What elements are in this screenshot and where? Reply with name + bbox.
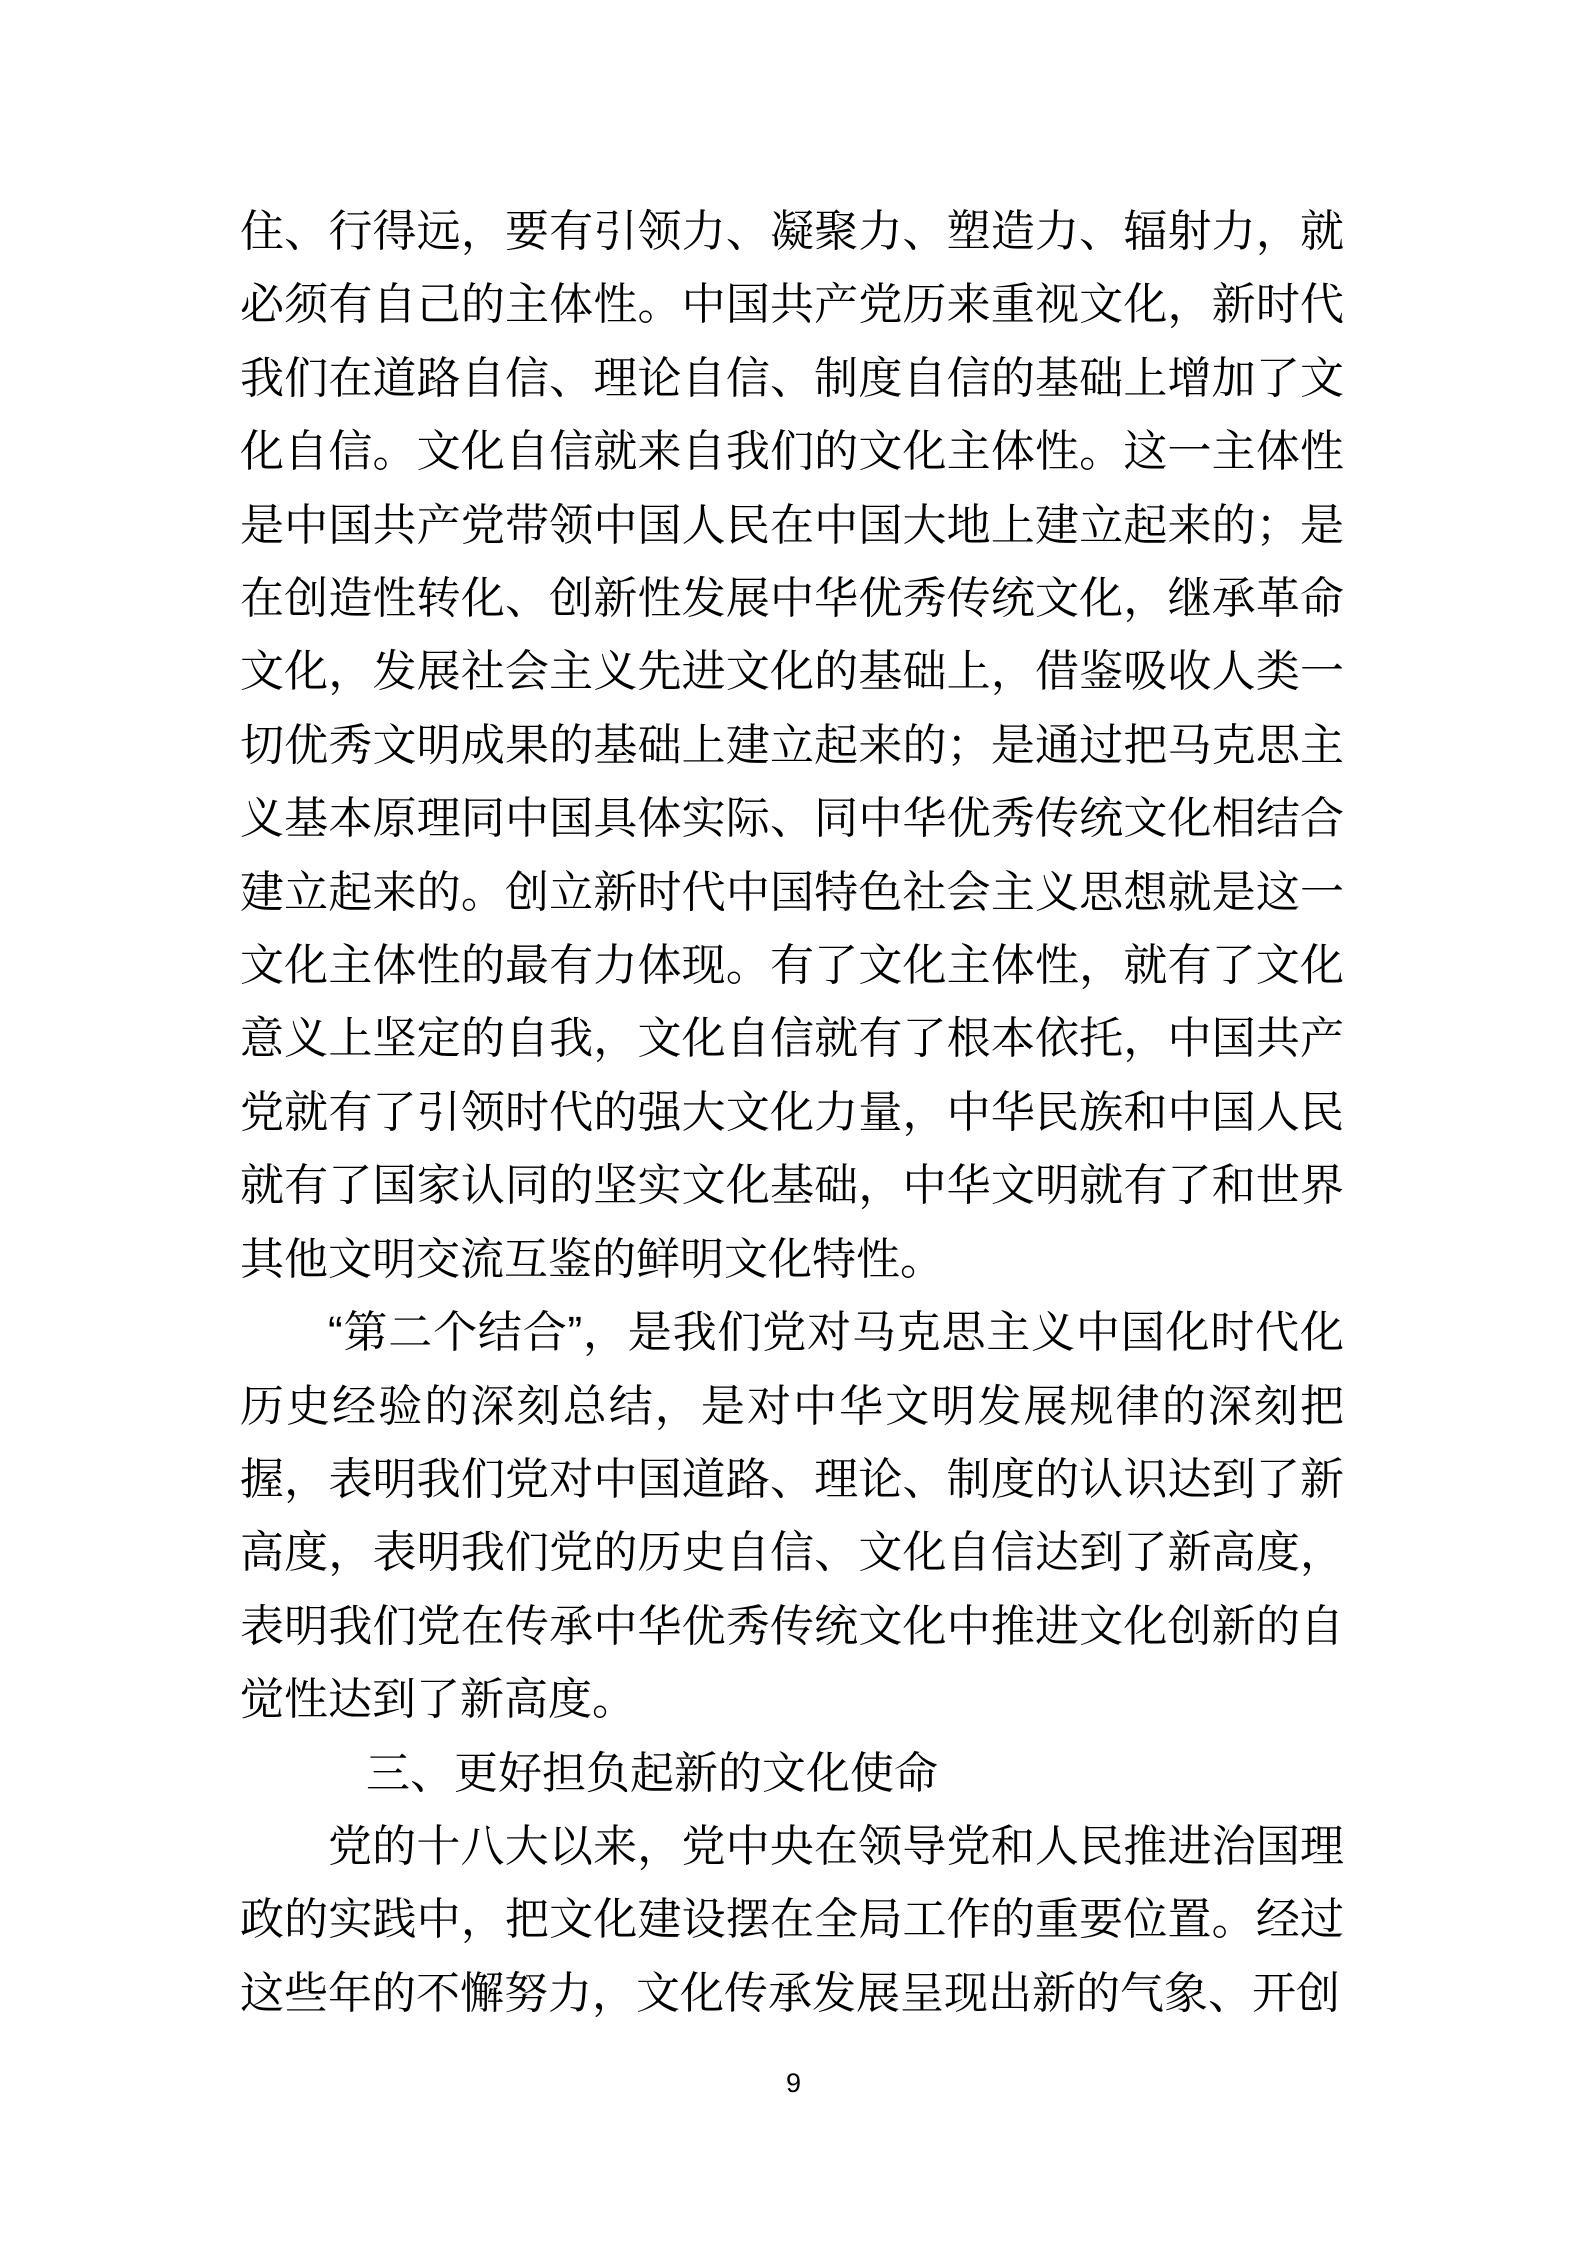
section-heading: 三、更好担负起新的文化使命 <box>366 1748 938 1798</box>
page-number: 9 <box>785 2068 802 2098</box>
document-body <box>240 195 1344 2030</box>
body-paragraph-continuation: 住、行得远，要有引领力、凝聚力、塑造力、辐射力，就必须有自己的主体性。中国共产党历来重视文化，新时代我们在道路自信、理论自信、制度自信的基础上增加了文化自信。文化自信就来自我们的文化主体性。这一主体性是中国共产党带领中国人民在中国大地上建立起来的；是在创造性转化、创新性发展中华优秀传统文化，继承革命文化，发展社会主义先进文化的基础上，借鉴吸收人类一切优秀文明成果的基础上建立起来的；是通过把马克思主义基本原理同中国具体实际、同中华优秀传统文化相结合建立起来的。创立新时代中国特色社会主义思想就是这一文化主体性的最有力体现。有了文化主体性，就有了文化意义上坚定的自我，文化自信就有了根本依托，中国共产党就有了引领时代的强大文化力量，中华民族和中国人民就有了国家认同的坚实文化基础，中华文明就有了和世界其他文明交流互鉴的鲜明文化特性。 <box>240 207 1344 1284</box>
body-paragraph-after-heading: 党的十八大以来，党中央在领导党和人民推进治国理政的实践中，把文化建设摆在全局工作的重要位置。经过这些年的不懈努力，文化传承发展呈现出新的气象、开创 <box>240 1821 1344 2018</box>
body-paragraph-second-combination: “第二个结合”，是我们党对马克思主义中国化时代化历史经验的深刻总结，是对中华文明发展规律的深刻把握，表明我们党对中国道路、理论、制度的认识达到了新高度，表明我们党的历史自信、文化自信达到了新高度，表明我们党在传承中华优秀传统文化中推进文化创新的自觉性达到了新高度。 <box>240 1308 1344 1725</box>
